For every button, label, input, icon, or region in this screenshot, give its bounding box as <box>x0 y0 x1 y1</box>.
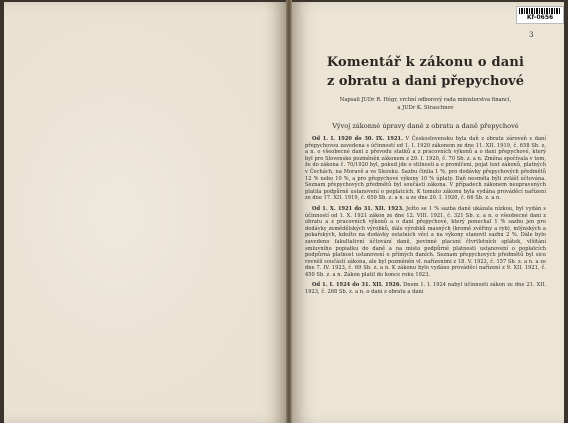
title-line-2: z obratu a dani přepychové <box>326 74 525 89</box>
authors <box>305 96 546 112</box>
paragraph-3 <box>305 282 546 295</box>
title-line-1: Komentář k zákonu o dani <box>326 55 525 70</box>
paragraph-2 <box>305 206 546 279</box>
paragraph-2-text: Ježto se 1 % sazba daně ukázala nízkou, byl vydán s účinností od 1. X. 1921 zákon ze dne 12. VIII. 1921, č. 321 Sb. z. a n. o všeobecné dani z obratu a z pracovních výkonů a o dani přepychové, který ponechal 1 % sazbu jen pro dodávky zemědělských výrobků, dále výrobků masných (kromě zvěřiny a ryb), mlýnských a pekařských, kdežto na dodávky ostatních věcí a na výkony stanovil sazbu 2 %. Dále bylo zavedeno fakultativní účtování daně, povinné placení čtvrtletních splátek, vlšitání smluvního popiatku do daně a na místo podpůrné platnosti ustanovení o poplatcích podpůrná platnost ustanovení o přímých daních. Seznam přepychových předmětů byl sice rovněž součástí zákona, ale byl pozměněn vl. nařízeními z 18. V. 1922, č. 157 Sb. z. a n. a ze dne 7. IV. 1923, č. 69 Sb. z. a n. K zákonu bylo vydáno prováděcí nařízení z 9. XII. 1921, č. 450 Sb. z. a n. Zákon platil do konce roku 1923. <box>305 205 547 278</box>
authors-line-1: Napsali JUDr R. Hégr, vrchní odborový rada ministerstva financí, <box>339 97 512 103</box>
page-number: 3 <box>529 31 534 39</box>
left-page-blank <box>4 2 286 423</box>
paragraph-3-text: Dnem 1. I. 1924 nabyl účinnosti zákon ze dne 21. XII. 1923, č. 268 Sb. z. a n. o dani z obratu a dani <box>305 282 546 296</box>
label-code: Kf-0656 <box>526 14 554 21</box>
paragraph-1-text: V Československu byla daň z obratu zároveň s daní přepychovou zavedena s účinností od 1. I. 1920 zákonem ze dne 11. XII. 1919, č. 658 Sb. z. a n. o všeobecné dani z převodu statků a z pracovních výkonů a o dani přepychové, který byl pro Slovensko pozměněn zákonem z 29. I. 1920, č. 70 Sb. z. a n. Změna spočívala v tom, že do zákona č. 70/1920 byl, pokud jde o stilnosti a o promlčení, pojat text zákonů, platných v Čechách, na Moravě a ve Slezsku. Sazbu činila 1 %, pro dodávky přepychových předmětů 12 % nebo 10 %, a pro přepychové výkony 10 % úplaty. Daň nesměla býti zvlášť účtována. Seznam přepychových předmětů byl součástí zákona. V případech zákonem neupravených platila podpůrně ustanovení o poplatcích. K tomuto zákonu byla vydána prováděcí nařízení ze dne 17. XII. 1919, č. 659 Sb. z. a n. a ze dne 20. I. 1920, č. 66 Sb. z. a n. <box>305 136 546 202</box>
section-heading: Vývoj zákonné úpravy daně z obratu a daně přepychové <box>332 122 519 130</box>
page-content <box>305 55 546 296</box>
authors-line-2: a JUDr K. Straschnov <box>397 105 454 111</box>
paragraph-2-lead: Od 1. X. 1921 do 31. XII. 1923. <box>312 205 404 212</box>
paragraph-1 <box>305 136 546 202</box>
paragraph-3-lead: Od 1. I. 1924 do 31. XII. 1926. <box>312 282 402 289</box>
barcode-label <box>516 6 564 24</box>
paragraph-1-lead: Od 1. I. 1920 do 30. IX. 1921. <box>312 136 403 142</box>
